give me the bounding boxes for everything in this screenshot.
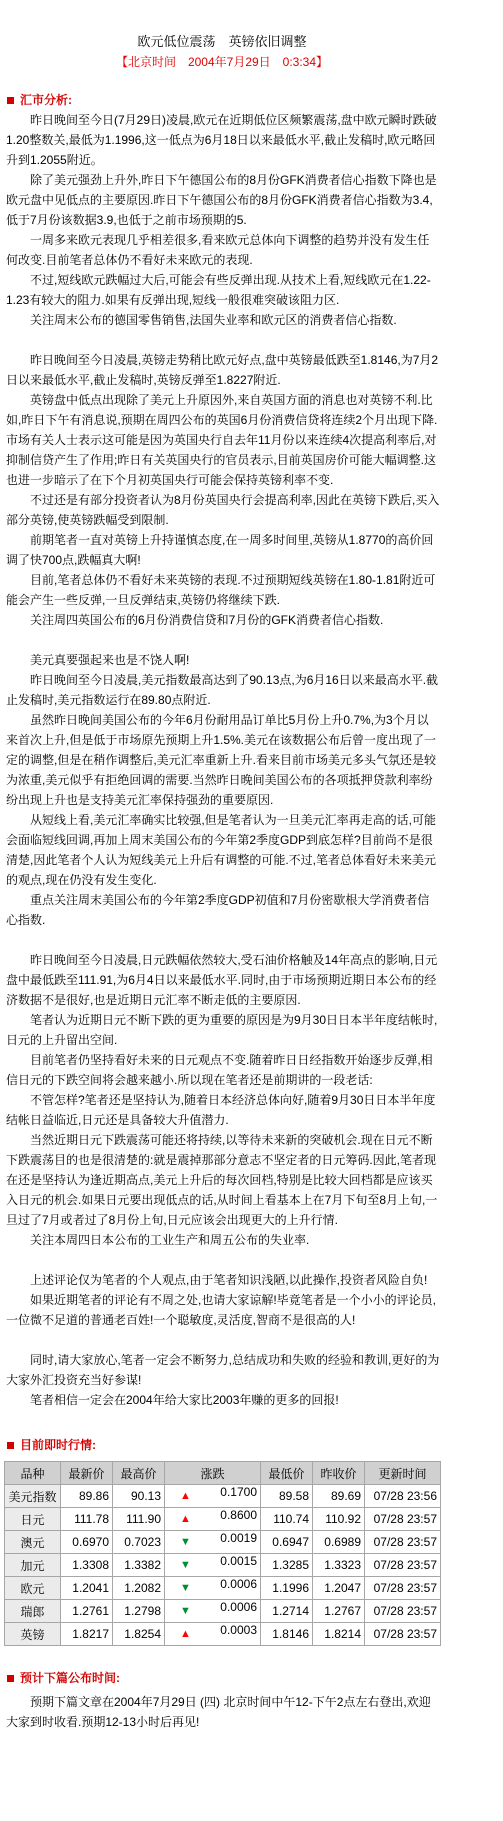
analysis-paragraph: 如果近期笔者的评论有不周之处,也请大家谅解!毕竟笔者是一个小小的评论员,一位微不足道的普通老百姓!一个聪敏度,灵活度,智商不是很高的人! [6, 1293, 437, 1327]
quote-change-value: 0.0019 [220, 1531, 257, 1545]
quote-change [165, 1600, 261, 1623]
analysis-paragraph: 上述评论仅为笔者的个人观点,由于笔者知识浅陋,以此操作,投资者风险自负! [30, 1273, 428, 1287]
triangle-down-icon: ▼ [180, 1536, 191, 1548]
publish-time: 【北京时间 2004年7月29日 0:3:34】 [115, 55, 329, 69]
quote-low: 0.6947 [261, 1531, 313, 1554]
quote-prev-close: 1.8214 [313, 1623, 365, 1646]
quote-change-value: 0.1700 [220, 1485, 257, 1499]
quote-low: 1.1996 [261, 1577, 313, 1600]
quote-change-value: 0.0006 [220, 1577, 257, 1591]
quote-change [165, 1531, 261, 1554]
column-header: 品种 [5, 1462, 61, 1485]
quote-high: 1.3382 [113, 1554, 165, 1577]
quote-updated: 07/28 23:57 [365, 1623, 441, 1646]
quote-change [165, 1554, 261, 1577]
quote-name: 澳元 [5, 1531, 61, 1554]
column-header: 最高价 [113, 1462, 165, 1485]
quote-low: 1.8146 [261, 1623, 313, 1646]
quote-updated: 07/28 23:56 [365, 1485, 441, 1508]
quote-name: 加元 [5, 1554, 61, 1577]
quote-change [165, 1577, 261, 1600]
quote-updated: 07/28 23:57 [365, 1600, 441, 1623]
analysis-paragraph: 除了美元强劲上升外,昨日下午德国公布的8月份GFK消费者信心指数下降也是欧元盘中见低点的主要原因.昨日下午德国公布的8月份GFK消费者信心指数为3.4,低于7月份该数据3.9,也低于之前市场预期的5. [6, 173, 437, 227]
analysis-paragraph: 英镑盘中低点出现除了美元上升原因外,来自英国方面的消息也对英镑不利.比如,昨日下午有消息说,预期在周四公布的英国6月份消费信贷将连续2个月出现下降.市场有关人士表示这可能是因为英国央行自去年11月份以来连续4次提高利率后,对抑制信贷产生了作用;昨日有关英国央行的官员表示,目前英国房价可能大幅调整.这也进一步暗示了在下个月初英国央行可能会保持英镑利率不变. [6, 393, 438, 487]
quote-prev-close: 1.2767 [313, 1600, 365, 1623]
quote-high: 90.13 [113, 1485, 165, 1508]
analysis-paragraph: 前期笔者一直对英镑上升持谨慎态度,在一周多时间里,英镑从1.8770的高价回调了快700点,跌幅真大啊! [6, 533, 434, 567]
quotes-table [4, 1461, 441, 1646]
quote-high: 1.2798 [113, 1600, 165, 1623]
triangle-up-icon: ▲ [180, 1628, 191, 1640]
analysis-paragraph: 不过,短线欧元跌幅过大后,可能会有些反弹出现.从技术上看,短线欧元在1.22-1.23有较大的阻力.如果有反弹出现,短线一般很难突破该阻力区. [6, 273, 431, 307]
analysis-paragraph: 美元真要强起来也是不饶人啊! [30, 653, 190, 667]
quote-row [5, 1623, 441, 1646]
analysis-paragraph: 当然近期日元下跌震荡可能还将持续,以等待未来新的突破机会.现在日元不断下跌震荡目的也是很清楚的:就是震掉那部分意志不坚定者的日元筹码.因此,笔者现在还是坚持认为逢近期高点,美元上升后的每次回档,特别是比较大回档都是应该买入日元的机会.如果日元要出现低点的话,从时间上看基本上在7月下旬至8月上旬,一旦过了7月或者过了8月份上旬,日元应该会出现更大的上升行情. [6, 1133, 438, 1227]
quote-last: 1.3308 [61, 1554, 113, 1577]
analysis-paragraph: 从短线上看,美元汇率确实比较强,但是笔者认为一旦美元汇率再走高的话,可能会面临短线回调,再加上周末美国公布的今年第2季度GDP到底怎样?目前尚不是很清楚,因此笔者个人认为短线美元上升后有调整的可能.不过,笔者总体看好未来美元的观点,现在仍没有发生变化. [6, 813, 437, 887]
column-header: 昨收价 [313, 1462, 365, 1485]
analysis-paragraph: 昨日晚间至今日(7月29日)凌晨,欧元在近期低位区频繁震荡,盘中欧元瞬时跌破1.20整数关,最低为1.1996,这一低点为6月18日以来最低水平,截止发稿时,欧元略回升到1.2055附近。 [6, 113, 437, 167]
quote-low: 1.2714 [261, 1600, 313, 1623]
analysis-paragraph: 同时,请大家放心,笔者一定会不断努力,总结成功和失败的经验和教训,更好的为大家外汇投资充当好参谋! [6, 1353, 440, 1387]
column-header: 涨跌 [165, 1462, 261, 1485]
quotes-heading-label: 目前即时行情: [20, 1438, 96, 1452]
analysis-paragraph: 不过还是有部分投资者认为8月份英国央行会提高利率,因此在英镑下跌后,买入部分英镑,使英镑跌幅受到限制. [6, 493, 440, 527]
quote-row [5, 1508, 441, 1531]
quote-high: 1.8254 [113, 1623, 165, 1646]
analysis-section [4, 650, 440, 930]
quote-change-value: 0.0006 [220, 1600, 257, 1614]
quote-change [165, 1508, 261, 1531]
quote-row [5, 1600, 441, 1623]
column-header: 更新时间 [365, 1462, 441, 1485]
quote-row [5, 1485, 441, 1508]
quote-prev-close: 1.3323 [313, 1554, 365, 1577]
quote-updated: 07/28 23:57 [365, 1577, 441, 1600]
quote-prev-close: 110.92 [313, 1508, 365, 1531]
quote-low: 1.3285 [261, 1554, 313, 1577]
quote-change-value: 0.0003 [220, 1623, 257, 1637]
analysis-paragraph: 昨日晚间至今日凌晨,英镑走势稍比欧元好点,盘中英镑最低跌至1.8146,为7月2日以来最低水平,截止发稿时,英镑反弹至1.8227附近. [6, 353, 439, 387]
quote-row [5, 1531, 441, 1554]
analysis-paragraph: 目前笔者仍坚持看好未来的日元观点不变.随着昨日日经指数开始逐步反弹,相信日元的下跌空间将会越来越小.所以现在笔者还是前期讲的一段老话: [6, 1053, 433, 1087]
analysis-section [4, 110, 440, 330]
analysis-paragraph: 关注本周四日本公布的工业生产和周五公布的失业率. [30, 1233, 310, 1247]
quote-low: 89.58 [261, 1485, 313, 1508]
square-bullet-icon [7, 97, 14, 104]
quote-row [5, 1577, 441, 1600]
quote-name: 美元指数 [5, 1485, 61, 1508]
analysis-section [4, 1350, 440, 1410]
analysis-body [4, 110, 440, 1410]
column-header: 最新价 [61, 1462, 113, 1485]
page-title: 欧元低位震荡 英镑依旧调整 [137, 34, 307, 49]
analysis-paragraph: 昨日晚间至今日凌晨,美元指数最高达到了90.13点,为6月16日以来最高水平.截止发稿时,美元指数运行在89.80点附近. [6, 673, 439, 707]
analysis-heading-label: 汇市分析: [20, 93, 72, 107]
quote-name: 欧元 [5, 1577, 61, 1600]
analysis-paragraph: 笔者相信一定会在2004年给大家比2003年赚的更多的回报! [30, 1393, 339, 1407]
quote-prev-close: 0.6989 [313, 1531, 365, 1554]
triangle-down-icon: ▼ [180, 1605, 191, 1617]
quote-last: 1.2041 [61, 1577, 113, 1600]
analysis-paragraph: 虽然昨日晚间美国公布的今年6月份耐用品订单比5月份上升0.7%,为3个月以来首次上升,但是低于市场原先预期上升1.5%.美元在该数据公布后曾一度出现了一定的调整,但是在稍作调整后,美元汇率重新上升.看来目前市场美元多头气氛还是较为浓重,美元似乎有拒绝回调的需要.当然昨日晚间美国公布的各项抵押贷款利率纷纷出现上升也是支持美元汇率保持强劲的重要原因. [6, 713, 437, 807]
quote-change-value: 0.8600 [220, 1508, 257, 1522]
quote-high: 0.7023 [113, 1531, 165, 1554]
triangle-up-icon: ▲ [180, 1513, 191, 1525]
quote-updated: 07/28 23:57 [365, 1554, 441, 1577]
quote-last: 1.2761 [61, 1600, 113, 1623]
quote-name: 日元 [5, 1508, 61, 1531]
quote-last: 1.8217 [61, 1623, 113, 1646]
analysis-paragraph: 一周多来欧元表现几乎相差很多,看来欧元总体向下调整的趋势并没有发生任何改变.目前笔者总体仍不看好未来欧元的表现. [6, 233, 430, 267]
quote-header-row [5, 1462, 441, 1485]
square-bullet-icon [7, 1675, 14, 1682]
quote-high: 111.90 [113, 1508, 165, 1531]
triangle-up-icon: ▲ [180, 1490, 191, 1502]
next-release-heading [4, 1668, 440, 1688]
quote-change-value: 0.0015 [220, 1554, 257, 1568]
analysis-heading [4, 90, 440, 110]
quote-high: 1.2082 [113, 1577, 165, 1600]
quote-row [5, 1554, 441, 1577]
analysis-section [4, 950, 440, 1250]
analysis-paragraph: 笔者认为近期日元不断下跌的更为重要的原因是为9月30日日本半年度结帐时,日元的上升留出空间. [6, 1013, 438, 1047]
column-header: 最低价 [261, 1462, 313, 1485]
next-release-heading-label: 预计下篇公布时间: [20, 1671, 120, 1685]
analysis-paragraph: 重点关注周末美国公布的今年第2季度GDP初值和7月份密歇根大学消费者信心指数. [6, 893, 430, 927]
quote-change [165, 1623, 261, 1646]
quote-last: 89.86 [61, 1485, 113, 1508]
quote-updated: 07/28 23:57 [365, 1508, 441, 1531]
analysis-paragraph: 不管怎样?笔者还是坚持认为,随着日本经济总体向好,随着9月30日日本半年度结帐日益临近,日元还是具备较大升值潜力. [6, 1093, 436, 1127]
analysis-section [4, 1270, 440, 1330]
quote-last: 0.6970 [61, 1531, 113, 1554]
triangle-down-icon: ▼ [180, 1559, 191, 1571]
analysis-paragraph: 关注周末公布的德国零售销售,法国失业率和欧元区的消费者信心指数. [30, 313, 397, 327]
analysis-paragraph: 关注周四英国公布的6月份消费信贷和7月份的GFK消费者信心指数. [30, 613, 384, 627]
next-release-text: 预期下篇文章在2004年7月29日 (四) 北京时间中午12-下午2点左右登出,欢迎大家到时收看.预期12-13小时后再见! [6, 1695, 431, 1729]
quote-last: 111.78 [61, 1508, 113, 1531]
quote-prev-close: 89.69 [313, 1485, 365, 1508]
analysis-paragraph: 昨日晚间至今日凌晨,日元跌幅依然较大,受石油价格触及14年高点的影响,日元盘中最低跌至111.91,为6月4日以来最低水平.同时,由于市场预期近期日本公布的经济数据不是很好,也是近期日元汇率不断走低的主要原因. [6, 953, 438, 1007]
quote-name: 英镑 [5, 1623, 61, 1646]
quote-rows [5, 1485, 441, 1646]
analysis-paragraph: 目前,笔者总体仍不看好未来英镑的表现.不过预期短线英镑在1.80-1.81附近可能会产生一些反弹,一旦反弹结束,英镑仍将继续下跌. [6, 573, 436, 607]
triangle-down-icon: ▼ [180, 1582, 191, 1594]
quote-updated: 07/28 23:57 [365, 1531, 441, 1554]
quote-change [165, 1485, 261, 1508]
analysis-section [4, 350, 440, 630]
square-bullet-icon [7, 1442, 14, 1449]
quote-low: 110.74 [261, 1508, 313, 1531]
quotes-heading [4, 1435, 440, 1455]
quote-name: 瑞郎 [5, 1600, 61, 1623]
quote-prev-close: 1.2047 [313, 1577, 365, 1600]
